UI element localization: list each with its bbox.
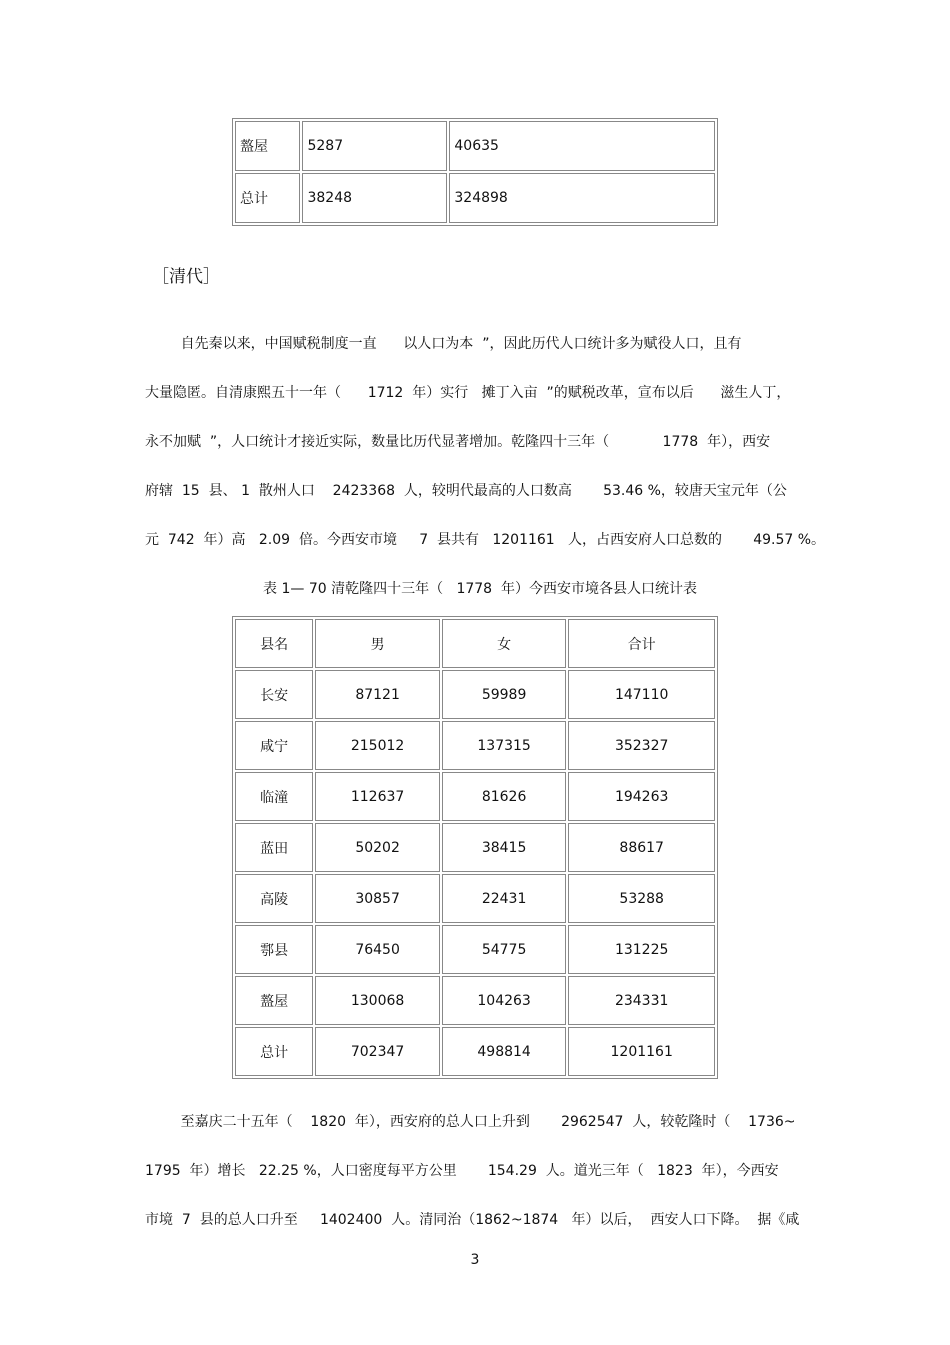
table-row	[235, 721, 715, 770]
paragraph-line: 永不加赋 ”，人口统计才接近实际，数量比历代显著增加。乾隆四十三年（ 1778 年），西安	[145, 434, 771, 450]
paragraph-line: 自先秦以来，中国赋税制度一直 以人口为本 ”，因此历代人口统计多为赋役人口，且有	[145, 336, 742, 352]
table-cell: 112637	[315, 772, 440, 821]
table-row	[235, 121, 715, 171]
county-population-table	[232, 616, 718, 1079]
table-cell: 76450	[315, 925, 440, 974]
table-cell: 147110	[568, 670, 715, 719]
table-row	[235, 772, 715, 821]
table-cell: 咸宁	[235, 721, 313, 770]
column-header: 女	[442, 619, 567, 668]
column-header: 县名	[235, 619, 313, 668]
table-cell: 40635	[449, 121, 715, 171]
table-cell: 352327	[568, 721, 715, 770]
table-cell: 30857	[315, 874, 440, 923]
table-cell: 234331	[568, 976, 715, 1025]
table-row	[235, 925, 715, 974]
table-cell: 104263	[442, 976, 567, 1025]
table-cell: 22431	[442, 874, 567, 923]
table-row	[235, 823, 715, 872]
paragraph-line: 至嘉庆二十五年（ 1820 年），西安府的总人口上升到 2962547 人，较乾隆时（ 1736~	[145, 1114, 796, 1130]
table-row	[235, 874, 715, 923]
paragraph-line: 大量隐匿。自清康熙五十一年（ 1712 年）实行 摊丁入亩 ”的赋税改革，宣布以后 滋生人丁，	[145, 385, 791, 401]
table-cell: 87121	[315, 670, 440, 719]
table-cell: 38415	[442, 823, 567, 872]
table-cell: 盩屋	[235, 121, 300, 171]
table-row	[235, 173, 715, 223]
population-table-top	[232, 118, 718, 226]
table-cell: 131225	[568, 925, 715, 974]
table-cell: 38248	[302, 173, 447, 223]
table-row	[235, 670, 715, 719]
table-cell: 盩屋	[235, 976, 313, 1025]
table-cell: 50202	[315, 823, 440, 872]
paragraph-line: 元 742 年）高 2.09 倍。今西安市境 7 县共有 1201161 人，占西安府人口总数的 49.57 %。	[145, 532, 826, 548]
paragraph-line: 1795 年）增长 22.25 %，人口密度每平方公里 154.29 人。道光三年（ 1823 年），今西安	[145, 1163, 779, 1179]
table-row	[235, 1027, 715, 1076]
table-cell: 临潼	[235, 772, 313, 821]
table-cell: 324898	[449, 173, 715, 223]
table-cell: 81626	[442, 772, 567, 821]
table-row	[235, 976, 715, 1025]
paragraph-line: 府辖 15 县、 1 散州人口 2423368 人，较明代最高的人口数高 53.46 %，较唐天宝元年（公	[145, 483, 787, 499]
table-cell: 1201161	[568, 1027, 715, 1076]
paragraph-line: 市境 7 县的总人口升至 1402400 人。清同治（1862~1874 年）以后， 西安人口下降。 据《咸	[145, 1212, 800, 1228]
table-cell: 130068	[315, 976, 440, 1025]
table-cell: 88617	[568, 823, 715, 872]
page-number: 3	[470, 1252, 480, 1268]
table-cell: 总计	[235, 173, 300, 223]
table-cell: 高陵	[235, 874, 313, 923]
table-cell: 54775	[442, 925, 567, 974]
table-cell: 5287	[302, 121, 447, 171]
table-header-row	[235, 619, 715, 668]
table-cell: 137315	[442, 721, 567, 770]
table-caption: 表 1— 70 清乾隆四十三年（ 1778 年）今西安市境各县人口统计表	[263, 581, 697, 597]
table-cell: 蓝田	[235, 823, 313, 872]
table-cell: 215012	[315, 721, 440, 770]
table-cell: 194263	[568, 772, 715, 821]
table-cell: 长安	[235, 670, 313, 719]
section-heading: ［清代］	[152, 267, 220, 287]
table-cell: 59989	[442, 670, 567, 719]
table-cell: 53288	[568, 874, 715, 923]
column-header: 合计	[568, 619, 715, 668]
column-header: 男	[315, 619, 440, 668]
table-cell: 702347	[315, 1027, 440, 1076]
table-cell: 鄠县	[235, 925, 313, 974]
table-cell: 总计	[235, 1027, 313, 1076]
table-cell: 498814	[442, 1027, 567, 1076]
